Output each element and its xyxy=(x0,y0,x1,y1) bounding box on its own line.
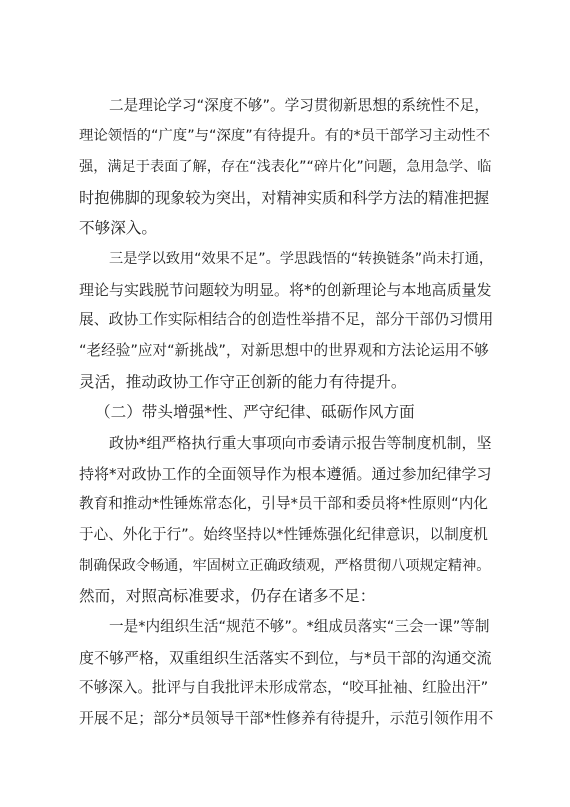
paragraph-line-18: 一是*内组织生活“规范不够”。*组成员落实“三会一课”等制 xyxy=(109,618,490,635)
paragraph-line-9: “老经验”应对“新挑战”，对新思想中的世界观和方法论运用不够 xyxy=(79,342,489,359)
paragraph-line-21: 开展不足；部分*员领导干部*性修养有待提升，示范引领作用不 xyxy=(79,710,494,727)
paragraph-line-20: 不够深入。批评与自我批评未形成常态，“咬耳扯袖、红脸出汗” xyxy=(79,679,489,696)
paragraph-line-5: 不够深入。 xyxy=(79,219,157,237)
paragraph-line-16: 制确保政令畅通，牢固树立正确政绩观，严格贯彻八项规定精神。 xyxy=(79,558,491,574)
paragraph-line-17: 然而，对照高标准要求，仍存在诸多不足： xyxy=(79,587,376,605)
paragraph-line-1: 二是理论学习“深度不够”。学习贯彻新思想的系统性不足， xyxy=(109,97,489,114)
paragraph-line-12: 政协*组严格执行重大事项向市委请示报告等制度机制，坚 xyxy=(109,434,492,452)
paragraph-line-19: 度不够严格，双重组织生活落实不到位，与*员干部的沟通交流 xyxy=(79,649,492,667)
paragraph-line-15: 于心、外化于行”。始终坚持以*性锤炼强化纪律意识，以制度机 xyxy=(79,526,488,543)
paragraph-line-4: 时抱佛脚的现象较为突出，对精神实质和科学方法的精准把握 xyxy=(79,189,490,207)
paragraph-line-14: 教育和推动*性锤炼常态化，引导*员干部和委员将*性原则“内化 xyxy=(79,495,488,512)
paragraph-line-10: 灵活，推动政协工作守正创新的能力有待提升。 xyxy=(79,373,407,391)
paragraph-line-6: 三是学以致用“效果不足”。学思践悟的“转换链条”尚未打通， xyxy=(109,251,494,267)
paragraph-line-3: 强，满足于表面了解，存在“浅表化”“碎片化”问题，急用急学、临 xyxy=(79,159,492,175)
paragraph-line-13: 持将*对政协工作的全面领导作为根本遵循。通过参加纪律学习 xyxy=(79,465,492,483)
section-heading: （二）带头增强*性、严守纪律、砥砺作风方面 xyxy=(95,403,415,421)
paragraph-line-7: 理论与实践脱节问题较为明显。将*的创新理论与本地高质量发 xyxy=(79,281,492,299)
paragraph-line-8: 展、政协工作实际相结合的创造性举措不足，部分干部仍习惯用 xyxy=(79,311,494,328)
paragraph-line-2: 理论领悟的“广度”与“深度”有待提升。有的*员干部学习主动性不 xyxy=(79,128,491,144)
